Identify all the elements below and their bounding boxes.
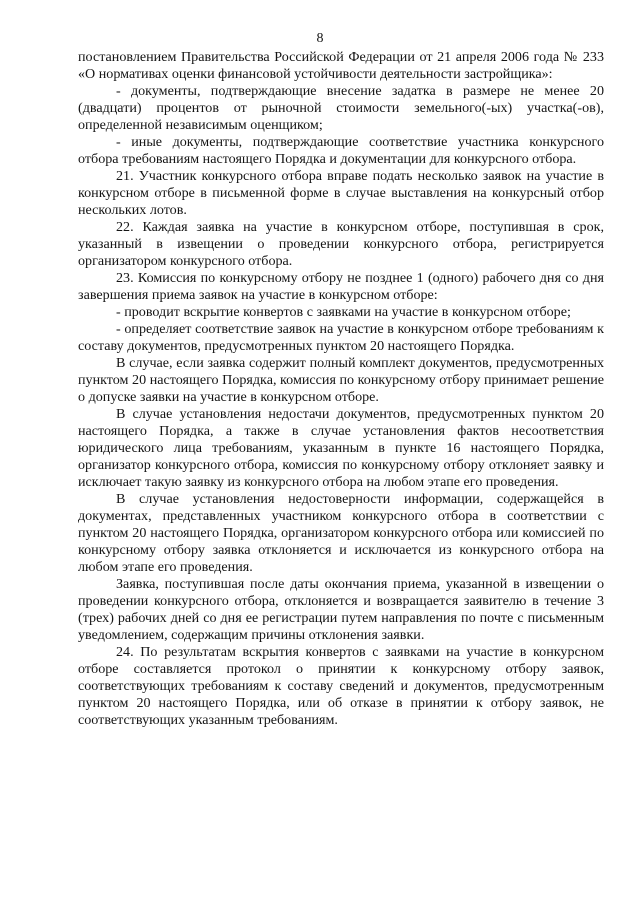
paragraph: В случае установления недостачи документов, предусмотренных пунктом 20 настоящего Порядка, а также в случае установления фактов несоответствия юридического лица требованиям, указанным в пункте 16 настоящего Порядка, организатор конкурсного отбора, комиссия по конкурсному отбору отклоняет заявку и исключает такую заявку из конкурсного отбора на любом этапе его проведения. [78, 406, 604, 490]
paragraph: - определяет соответствие заявок на участие в конкурсном отборе требованиям к составу документов, предусмотренных пунктом 20 настоящего Порядка. [78, 321, 604, 354]
paragraph: постановлением Правительства Российской Федерации от 21 апреля 2006 года № 233 «О нормативах оценки финансовой устойчивости деятельности застройщика»: [78, 49, 604, 82]
paragraph: - документы, подтверждающие внесение задатка в размере не менее 20 (двадцати) процентов от рыночной стоимости земельного(-ых) участка(-ов), определенной независимым оценщиком; [78, 83, 604, 133]
paragraph: 23. Комиссия по конкурсному отбору не позднее 1 (одного) рабочего дня со дня завершения приема заявок на участие в конкурсном отборе: [78, 270, 604, 303]
paragraph: 22. Каждая заявка на участие в конкурсном отборе, поступившая в срок, указанный в извещении о проведении конкурсного отбора, регистрируется организатором конкурсного отбора. [78, 219, 604, 269]
page-number: 8 [316, 31, 324, 46]
document-body [78, 49, 604, 729]
paragraph: Заявка, поступившая после даты окончания приема, указанной в извещении о проведении конкурсного отбора, отклоняется и возвращается заявителю в течение 3 (трех) рабочих дней со дня ее регистрации путем направления по почте с письменным уведомлением, содержащим причины отклонения заявки. [78, 576, 604, 643]
paragraph: - иные документы, подтверждающие соответствие участника конкурсного отбора требованиям настоящего Порядка и документации для конкурсного отбора. [78, 134, 604, 167]
paragraph: В случае, если заявка содержит полный комплект документов, предусмотренных пунктом 20 настоящего Порядка, комиссия по конкурсному отбору принимает решение о допуске заявки на участие в конкурсном отборе. [78, 355, 604, 405]
paragraph: 24. По результатам вскрытия конвертов с заявками на участие в конкурсном отборе составляется протокол о принятии к конкурсному отбору заявок, соответствующих требованиям к составу сведений и документов, предусмотренным пунктом 20 настоящего Порядка, или об отказе в принятии к отбору заявок, не соответствующих указанным требованиям. [78, 644, 604, 728]
paragraph: 21. Участник конкурсного отбора вправе подать несколько заявок на участие в конкурсном отборе в письменной форме в случае выставления на конкурсный отбор нескольких лотов. [78, 168, 604, 218]
paragraph: - проводит вскрытие конвертов с заявками на участие в конкурсном отборе; [116, 304, 571, 320]
paragraph: В случае установления недостоверности информации, содержащейся в документах, представленных участником конкурсного отбора в соответствии с пунктом 20 настоящего Порядка, организатором конкурсного отбора или комиссией по конкурсному отбору заявка отклоняется и исключается из конкурсного отбора на любом этапе его проведения. [78, 491, 604, 575]
